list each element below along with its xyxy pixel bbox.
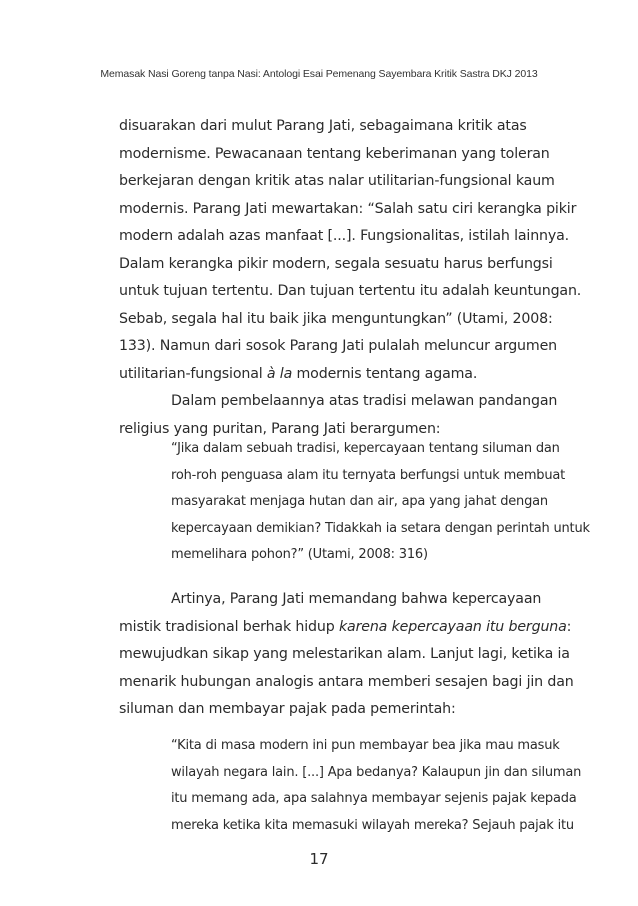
paragraph-line: Artinya, Parang Jati memandang bahwa kepercayaan [171, 591, 542, 607]
paragraph-line: Dalam kerangka pikir modern, segala sesuatu harus berfungsi [119, 255, 553, 272]
quote-line: “Kita di masa modern ini pun membayar bea jika mau masuk [171, 738, 560, 753]
paragraph-line: Sebab, segala hal itu baik jika menguntungkan” (Utami, 2008: [119, 310, 553, 327]
paragraph-line: disuarakan dari mulut Parang Jati, sebagaimana kritik atas [119, 118, 527, 134]
italic-text: karena kepercayaan itu berguna [338, 618, 567, 635]
text-run: : [566, 618, 572, 635]
quote-line: wilayah negara lain. [...] Apa bedanya? Kalaupun jin dan siluman [171, 764, 582, 780]
paragraph-line: modernis. Parang Jati mewartakan: “Salah satu ciri kerangka pikir [119, 200, 577, 217]
paragraph-line: modernisme. Pewacanaan tentang keberimanan yang toleran [119, 145, 550, 162]
paragraph-line: berkejaran dengan kritik atas nalar utilitarian-fungsional kaum [119, 173, 555, 189]
text-run: utilitarian-fungsional [119, 365, 267, 382]
paragraph-line [119, 361, 529, 389]
text-run: mistik tradisional berhak hidup [119, 618, 339, 635]
quote-line: masyarakat menjaga hutan dan air, apa yang jahat dengan [171, 494, 548, 509]
quote-line: kepercayaan demikian? Tidakkah ia setara dengan perintah untuk [171, 520, 590, 536]
paragraph-line: siluman dan membayar pajak pada pemerintah: [119, 701, 456, 717]
paragraph-line: mewujudkan sikap yang melestarikan alam. Lanjut lagi, ketika ia [119, 646, 570, 662]
paragraph-line [119, 614, 572, 642]
paragraph-3 [119, 586, 574, 724]
paragraph-line: modern adalah azas manfaat [...]. Fungsionalitas, istilah lainnya. [119, 228, 570, 244]
paragraph-line: 133). Namun dari sosok Parang Jati pulalah meluncur argumen [119, 338, 557, 354]
paragraph-line: religius yang puritan, Parang Jati berargumen: [119, 420, 441, 437]
running-head: Memasak Nasi Goreng tanpa Nasi: Antologi Esai Pemenang Sayembara Kritik Sastra DKJ 2013 [100, 68, 538, 80]
quote-line: roh-roh penguasa alam itu ternyata berfungsi untuk membuat [171, 467, 566, 483]
paragraph-2-first-line: Dalam pembelaannya atas tradisi melawan pandangan [171, 393, 558, 409]
page-number: 17 [309, 850, 329, 868]
quote-line: itu memang ada, apa salahnya membayar sejenis pajak kepada [171, 791, 577, 806]
text-run: modernis tentang agama. [292, 365, 478, 382]
italic-text: à la [266, 365, 293, 382]
paragraph-1 [119, 113, 582, 443]
paragraph-line: menarik hubungan analogis antara memberi sesajen bagi jin dan [119, 673, 574, 690]
paragraph-line: untuk tujuan tertentu. Dan tujuan tertentu itu adalah keuntungan. [119, 283, 582, 299]
quote-line: “Jika dalam sebuah tradisi, kepercayaan tentang siluman dan [171, 441, 560, 456]
block-quote-1 [171, 436, 590, 569]
quote-line: memelihara pohon?” (Utami, 2008: 316) [171, 547, 428, 562]
block-quote-2 [171, 733, 582, 839]
quote-line: mereka ketika kita memasuki wilayah mereka? Sejauh pajak itu [171, 817, 574, 833]
